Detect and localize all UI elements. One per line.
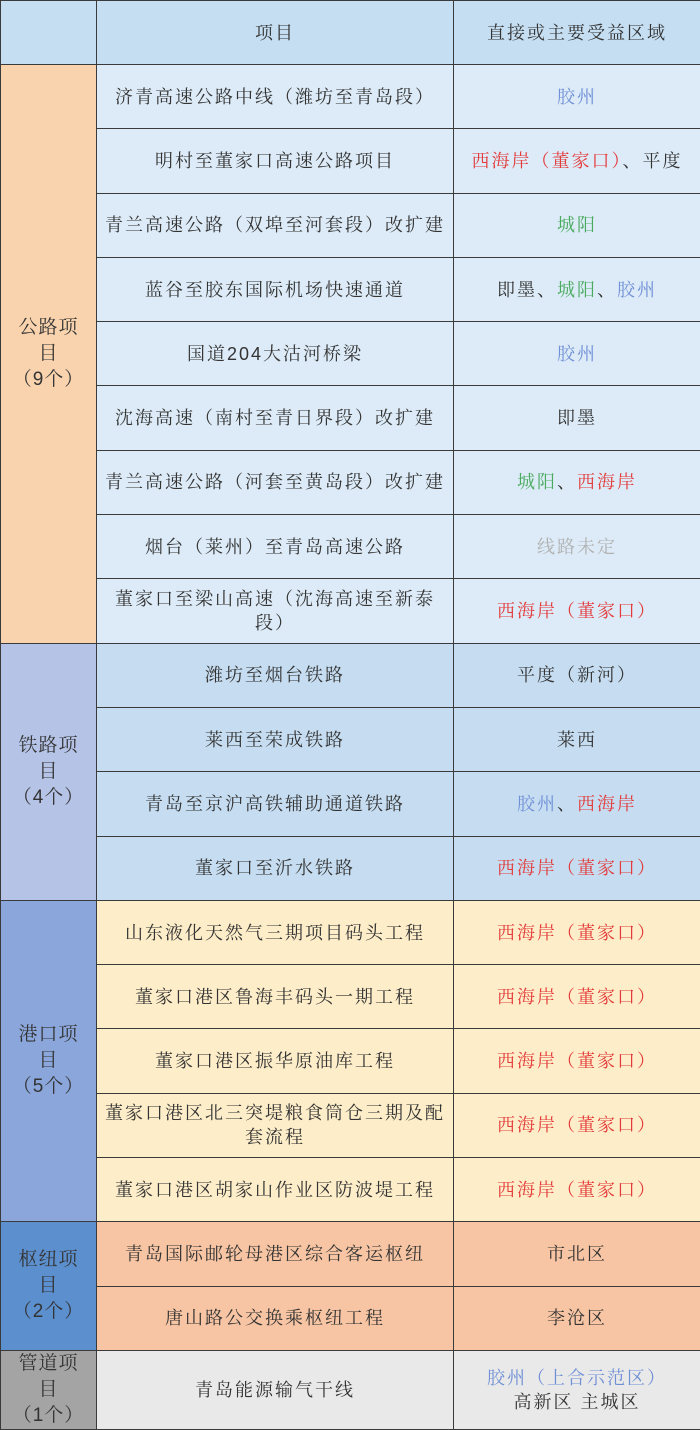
region-cell [454,257,700,321]
region-cell [454,129,700,193]
header-project: 项目 [97,1,454,65]
region-text: 即墨、 [497,280,557,300]
region-text: 西海岸（董家口） [497,1051,657,1071]
project-cell: 董家口至沂水铁路 [97,836,454,900]
project-cell: 济青高速公路中线（潍坊至青岛段） [97,65,454,129]
project-cell: 潍坊至烟台铁路 [97,643,454,707]
category-count: （4个） [9,785,88,811]
region-text: 城阳 [557,215,597,235]
header-category [1,1,97,65]
category-cell-highway [1,65,97,644]
region-text: 西海岸 [577,794,637,814]
region-cell [454,193,700,257]
project-cell: 董家口港区北三突堤粮食筒仓三期及配套流程 [97,1093,454,1157]
table-row [1,1158,700,1222]
project-cell: 明村至董家口高速公路项目 [97,129,454,193]
category-name: 公路项目 [18,317,78,364]
region-cell [454,579,700,643]
region-text: 、 [557,472,577,492]
region-cell [454,965,700,1029]
project-cell: 青岛国际邮轮母港区综合客运枢纽 [97,1222,454,1286]
region-cell [454,836,700,900]
region-text: 、平度 [623,151,683,171]
region-text: 西海岸（董家口） [497,858,657,878]
table-row [1,900,700,964]
category-name: 港口项目 [18,1024,78,1071]
region-text: 平度（新河） [517,665,637,685]
region-cell [454,1222,700,1286]
region-text: 胶州 [557,87,597,107]
region-text: 胶州（上合示范区） [462,1366,692,1390]
region-text: 西海岸（董家口） [497,1115,657,1135]
region-text: 西海岸（董家口） [472,151,623,171]
table-row [1,450,700,514]
project-cell: 青兰高速公路（河套至黄岛段）改扩建 [97,450,454,514]
category-name: 铁路项目 [18,735,78,782]
region-text: 西海岸（董家口） [497,987,657,1007]
table-row [1,836,700,900]
region-text: 、 [597,280,617,300]
category-count: （5个） [9,1074,88,1100]
category-cell-rail [1,643,97,900]
table-row [1,515,700,579]
project-cell: 董家口港区振华原油库工程 [97,1029,454,1093]
category-cell-port [1,900,97,1221]
table-row [1,965,700,1029]
table-row [1,1029,700,1093]
region-text: 西海岸（董家口） [497,1180,657,1200]
table-row [1,643,700,707]
region-cell [454,515,700,579]
region-cell [454,707,700,771]
category-name: 枢纽项目 [18,1249,78,1296]
region-cell [454,322,700,386]
project-cell: 蓝谷至胶东国际机场快速通道 [97,257,454,321]
region-text: 胶州 [517,794,557,814]
region-cell [454,386,700,450]
table-row [1,257,700,321]
project-cell: 烟台（莱州）至青岛高速公路 [97,515,454,579]
region-cell [454,772,700,836]
region-text: 市北区 [547,1244,607,1264]
table-row [1,707,700,771]
region-text: 西海岸（董家口） [497,601,657,621]
project-cell: 董家口至梁山高速（沈海高速至新泰段） [97,579,454,643]
region-text: 即墨 [557,408,597,428]
project-cell: 唐山路公交换乘枢纽工程 [97,1286,454,1350]
region-cell [454,643,700,707]
category-name: 管道项目 [18,1353,78,1400]
project-cell: 董家口港区胡家山作业区防波堤工程 [97,1158,454,1222]
project-cell: 国道204大沽河桥梁 [97,322,454,386]
header-region: 直接或主要受益区域 [454,1,700,65]
project-cell: 董家口港区鲁海丰码头一期工程 [97,965,454,1029]
region-text: 胶州 [617,280,657,300]
project-cell: 青岛能源输气干线 [97,1350,454,1429]
region-text: 胶州 [557,344,597,364]
table-row [1,579,700,643]
project-cell: 青兰高速公路（双埠至河套段）改扩建 [97,193,454,257]
project-cell: 沈海高速（南村至青日界段）改扩建 [97,386,454,450]
table-row [1,65,700,129]
table-row [1,322,700,386]
region-cell [454,900,700,964]
region-text: 、 [557,794,577,814]
region-cell [454,65,700,129]
table-row [1,772,700,836]
project-cell: 山东液化天然气三期项目码头工程 [97,900,454,964]
table-row [1,1222,700,1286]
table-row [1,193,700,257]
region-text: 高新区 主城区 [462,1390,692,1414]
category-count: （2个） [9,1299,88,1325]
table-body [1,65,700,1430]
region-text: 城阳 [557,280,597,300]
region-cell [454,1093,700,1157]
region-text: 莱西 [557,730,597,750]
table-row [1,1286,700,1350]
region-text: 城阳 [517,472,557,492]
category-count: （1个） [9,1403,88,1429]
region-text: 西海岸（董家口） [497,923,657,943]
region-text: 李沧区 [547,1308,607,1328]
project-cell: 莱西至荣成铁路 [97,707,454,771]
region-cell [454,450,700,514]
region-text: 西海岸 [577,472,637,492]
region-cell [454,1029,700,1093]
category-cell-hub [1,1222,97,1351]
table-row [1,129,700,193]
project-cell: 青岛至京沪高铁辅助通道铁路 [97,772,454,836]
region-cell [454,1286,700,1350]
region-cell [454,1158,700,1222]
region-text: 线路未定 [537,537,617,557]
table-row [1,386,700,450]
category-count: （9个） [9,367,88,393]
table-row [1,1093,700,1157]
